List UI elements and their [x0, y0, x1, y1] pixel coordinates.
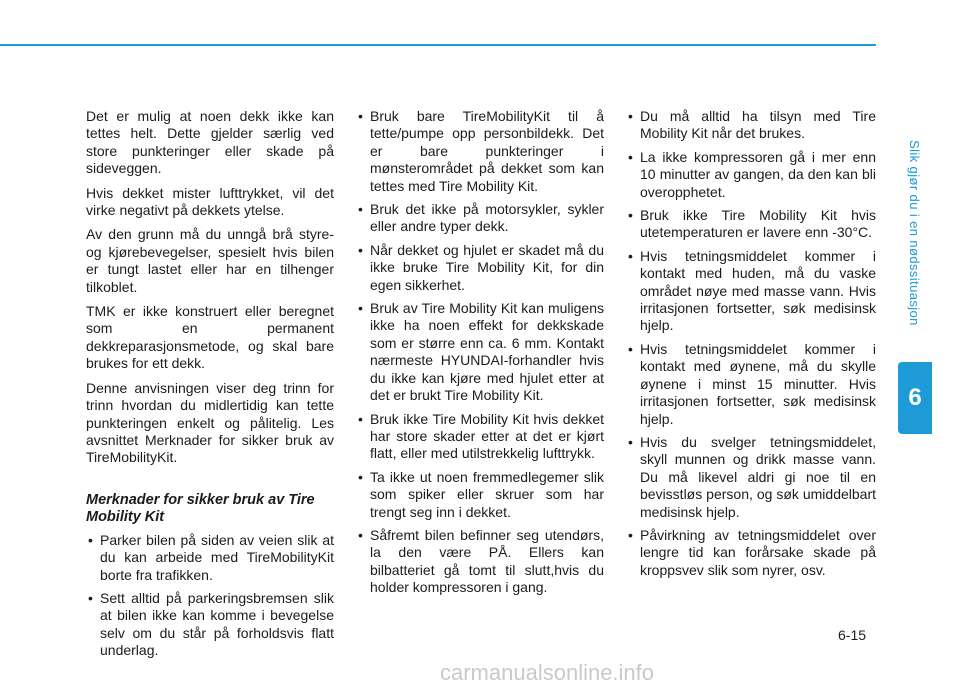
list-item: • Du må alltid ha tilsyn med Tire Mobility Kit når det brukes.: [626, 108, 876, 143]
paragraph: TMK er ikke konstruert eller beregnet som en permanent dekkreparasjonsmetode, og skal bare brukes for ett dekk.: [86, 303, 334, 372]
list-item: • Bruk det ikke på motorsykler, sykler eller andre typer dekk.: [356, 201, 604, 236]
paragraph: Det er mulig at noen dekk ikke kan tettes helt. Dette gjelder særlig ved store punkteringer eller skade på sideveggen.: [86, 108, 334, 177]
list-item: • Bruk av Tire Mobility Kit kan muligens ikke ha noen effekt for dekkskade som er større enn ca. 6 mm. Kontakt nærmeste HYUNDAI-forhandler hvis du ikke kan kjøre med hjulet etter at det er brukt Tire Mobility Kit.: [356, 300, 604, 404]
list-item: • Sett alltid på parkeringsbremsen slik at bilen ikke kan komme i bevegelse selv om du står på forholdsvis flatt underlag.: [86, 590, 334, 660]
chapter-number: 6: [908, 384, 922, 411]
list-item: • Hvis tetningsmiddelet kommer i kontakt med huden, må du vaske området nøye med masse vann. Hvis irritasjonen fortsetter, søk medisinsk hjelp.: [626, 248, 876, 335]
list-item: • Ta ikke ut noen fremmedlegemer slik som spiker eller skruer som har trengt seg inn i dekket.: [356, 469, 604, 521]
list-item: • Påvirkning av tetningsmiddelet over lengre tid kan forårsake skade på kroppsvev slik som nyrer, osv.: [626, 527, 876, 579]
list-item: • Hvis du svelger tetningsmiddelet, skyll munnen og drikk masse vann. Du må likevel aldri gi noe til en bevisstløs person, og søk umiddelbart medisinsk hjelp.: [626, 434, 876, 521]
list-item: • Bruk ikke Tire Mobility Kit hvis utetemperaturen er lavere enn -30°C.: [626, 207, 876, 242]
chapter-tab[interactable]: [898, 362, 932, 434]
list-item: • Hvis tetningsmiddelet kommer i kontakt med øynene, må du skylle øynene i minst 15 minutter. Hvis irritasjonen fortsetter, søk medisinsk hjelp.: [626, 341, 876, 428]
watermark: carmanualsonline.info: [440, 660, 655, 685]
list-item: • Bruk bare TireMobilityKit til å tette/pumpe opp personbildekk. Det er bare punkteringer i mønsterområdet på dekket som kan tettes med Tire Mobility Kit.: [356, 108, 604, 195]
column-2: [356, 108, 604, 603]
bullet-list: [356, 108, 604, 597]
list-item: • La ikke kompressoren gå i mer enn 10 minutter av gangen, da den kan bli overopphetet.: [626, 149, 876, 201]
list-item: • Når dekket og hjulet er skadet må du ikke bruke Tire Mobility Kit, for din egen sikkerhet.: [356, 242, 604, 294]
header-rule: [0, 44, 876, 46]
paragraph: Av den grunn må du unngå brå styre- og kjørebevegelser, spesielt hvis bilen er tungt lastet eller har en tilhenger tilkoblet.: [86, 226, 334, 295]
list-item: • Bruk ikke Tire Mobility Kit hvis dekket har store skader etter at det er kjørt flatt, eller med utilstrekkelig lufttrykk.: [356, 411, 604, 463]
section-heading: Merknader for sikker bruk av Tire Mobility Kit: [86, 491, 315, 525]
page-number: 6-15: [838, 627, 867, 643]
list-item: • Parker bilen på siden av veien slik at du kan arbeide med TireMobilityKit borte fra trafikken.: [86, 532, 334, 584]
paragraph: Hvis dekket mister lufttrykket, vil det virke negativt på dekkets ytelse.: [86, 184, 334, 219]
paragraph: Denne anvisningen viser deg trinn for trinn hvordan du midlertidig kan tette punkteringen enkelt og pålitelig. Les avsnittet Merknader for sikker bruk av TireMobilityKit.: [86, 379, 334, 466]
bullet-list: [86, 532, 334, 660]
chapter-side-title: Slik gjør du i en nødssituasjon: [907, 140, 922, 326]
column-1: [86, 108, 334, 666]
list-item: • Såfremt bilen befinner seg utendørs, la den være PÅ. Ellers kan bilbatteriet gå tomt til slutt,hvis du holder kompressoren i gang.: [356, 527, 604, 597]
bullet-list: [626, 108, 876, 579]
column-3: [626, 108, 876, 585]
